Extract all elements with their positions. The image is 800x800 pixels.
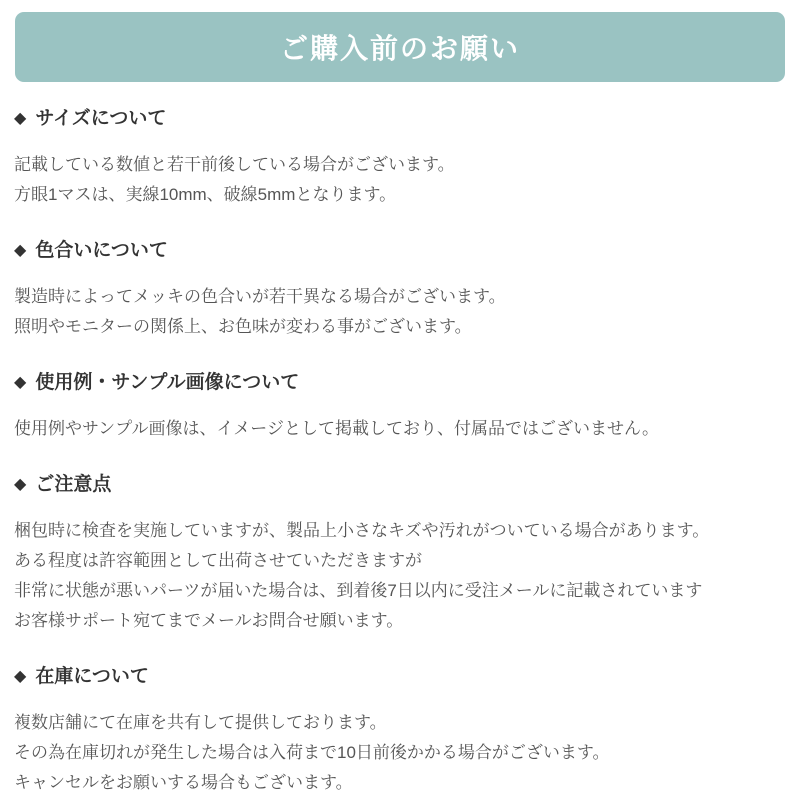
diamond-bullet-icon: ◆ xyxy=(14,668,27,685)
diamond-bullet-icon: ◆ xyxy=(14,110,27,127)
body-line: 複数店舗にて在庫を共有して提供しております。 xyxy=(14,713,387,732)
section-cautions xyxy=(14,474,786,636)
diamond-bullet-icon: ◆ xyxy=(14,242,27,259)
section-heading xyxy=(14,372,786,394)
body-line: 方眼1マスは、実線10mm、破線5mmとなります。 xyxy=(14,185,397,204)
body-line: 梱包時に検査を実施していますが、製品上小さなキズや汚れがついている場合があります。 xyxy=(14,521,710,540)
notice-content xyxy=(0,108,800,798)
section-title-text: 在庫について xyxy=(35,666,149,687)
page-title: ご購入前のお願い xyxy=(279,33,520,64)
section-heading xyxy=(14,240,786,262)
section-size xyxy=(14,108,786,210)
diamond-bullet-icon: ◆ xyxy=(14,374,27,391)
body-line: 記載している数値と若干前後している場合がございます。 xyxy=(14,155,455,174)
section-heading xyxy=(14,108,786,130)
section-color xyxy=(14,240,786,342)
body-line: キャンセルをお願いする場合もございます。 xyxy=(14,773,353,792)
section-title-text: 使用例・サンプル画像について xyxy=(35,372,300,393)
body-line: お客様サポート宛てまでメールお問合せ願います。 xyxy=(14,611,404,630)
body-line: 使用例やサンプル画像は、イメージとして掲載しており、付属品ではございません。 xyxy=(14,419,659,438)
body-line: 非常に状態が悪いパーツが届いた場合は、到着後7日以内に受注メールに記載されています xyxy=(14,581,703,600)
section-title-text: サイズについて xyxy=(35,108,167,129)
section-heading xyxy=(14,474,786,496)
body-line: ある程度は許容範囲として出荷させていただきますが xyxy=(14,551,422,570)
body-line: 照明やモニターの関係上、お色味が変わる事がございます。 xyxy=(14,317,472,336)
page-title-banner xyxy=(15,12,785,82)
body-line: 製造時によってメッキの色合いが若干異なる場合がございます。 xyxy=(14,287,506,306)
section-heading xyxy=(14,666,786,688)
diamond-bullet-icon: ◆ xyxy=(14,476,27,493)
section-sample-images xyxy=(14,372,786,444)
section-title-text: 色合いについて xyxy=(35,240,168,261)
section-title-text: ご注意点 xyxy=(35,474,112,495)
section-stock xyxy=(14,666,786,798)
body-line: その為在庫切れが発生した場合は入荷まで10日前後かかる場合がございます。 xyxy=(14,743,610,762)
